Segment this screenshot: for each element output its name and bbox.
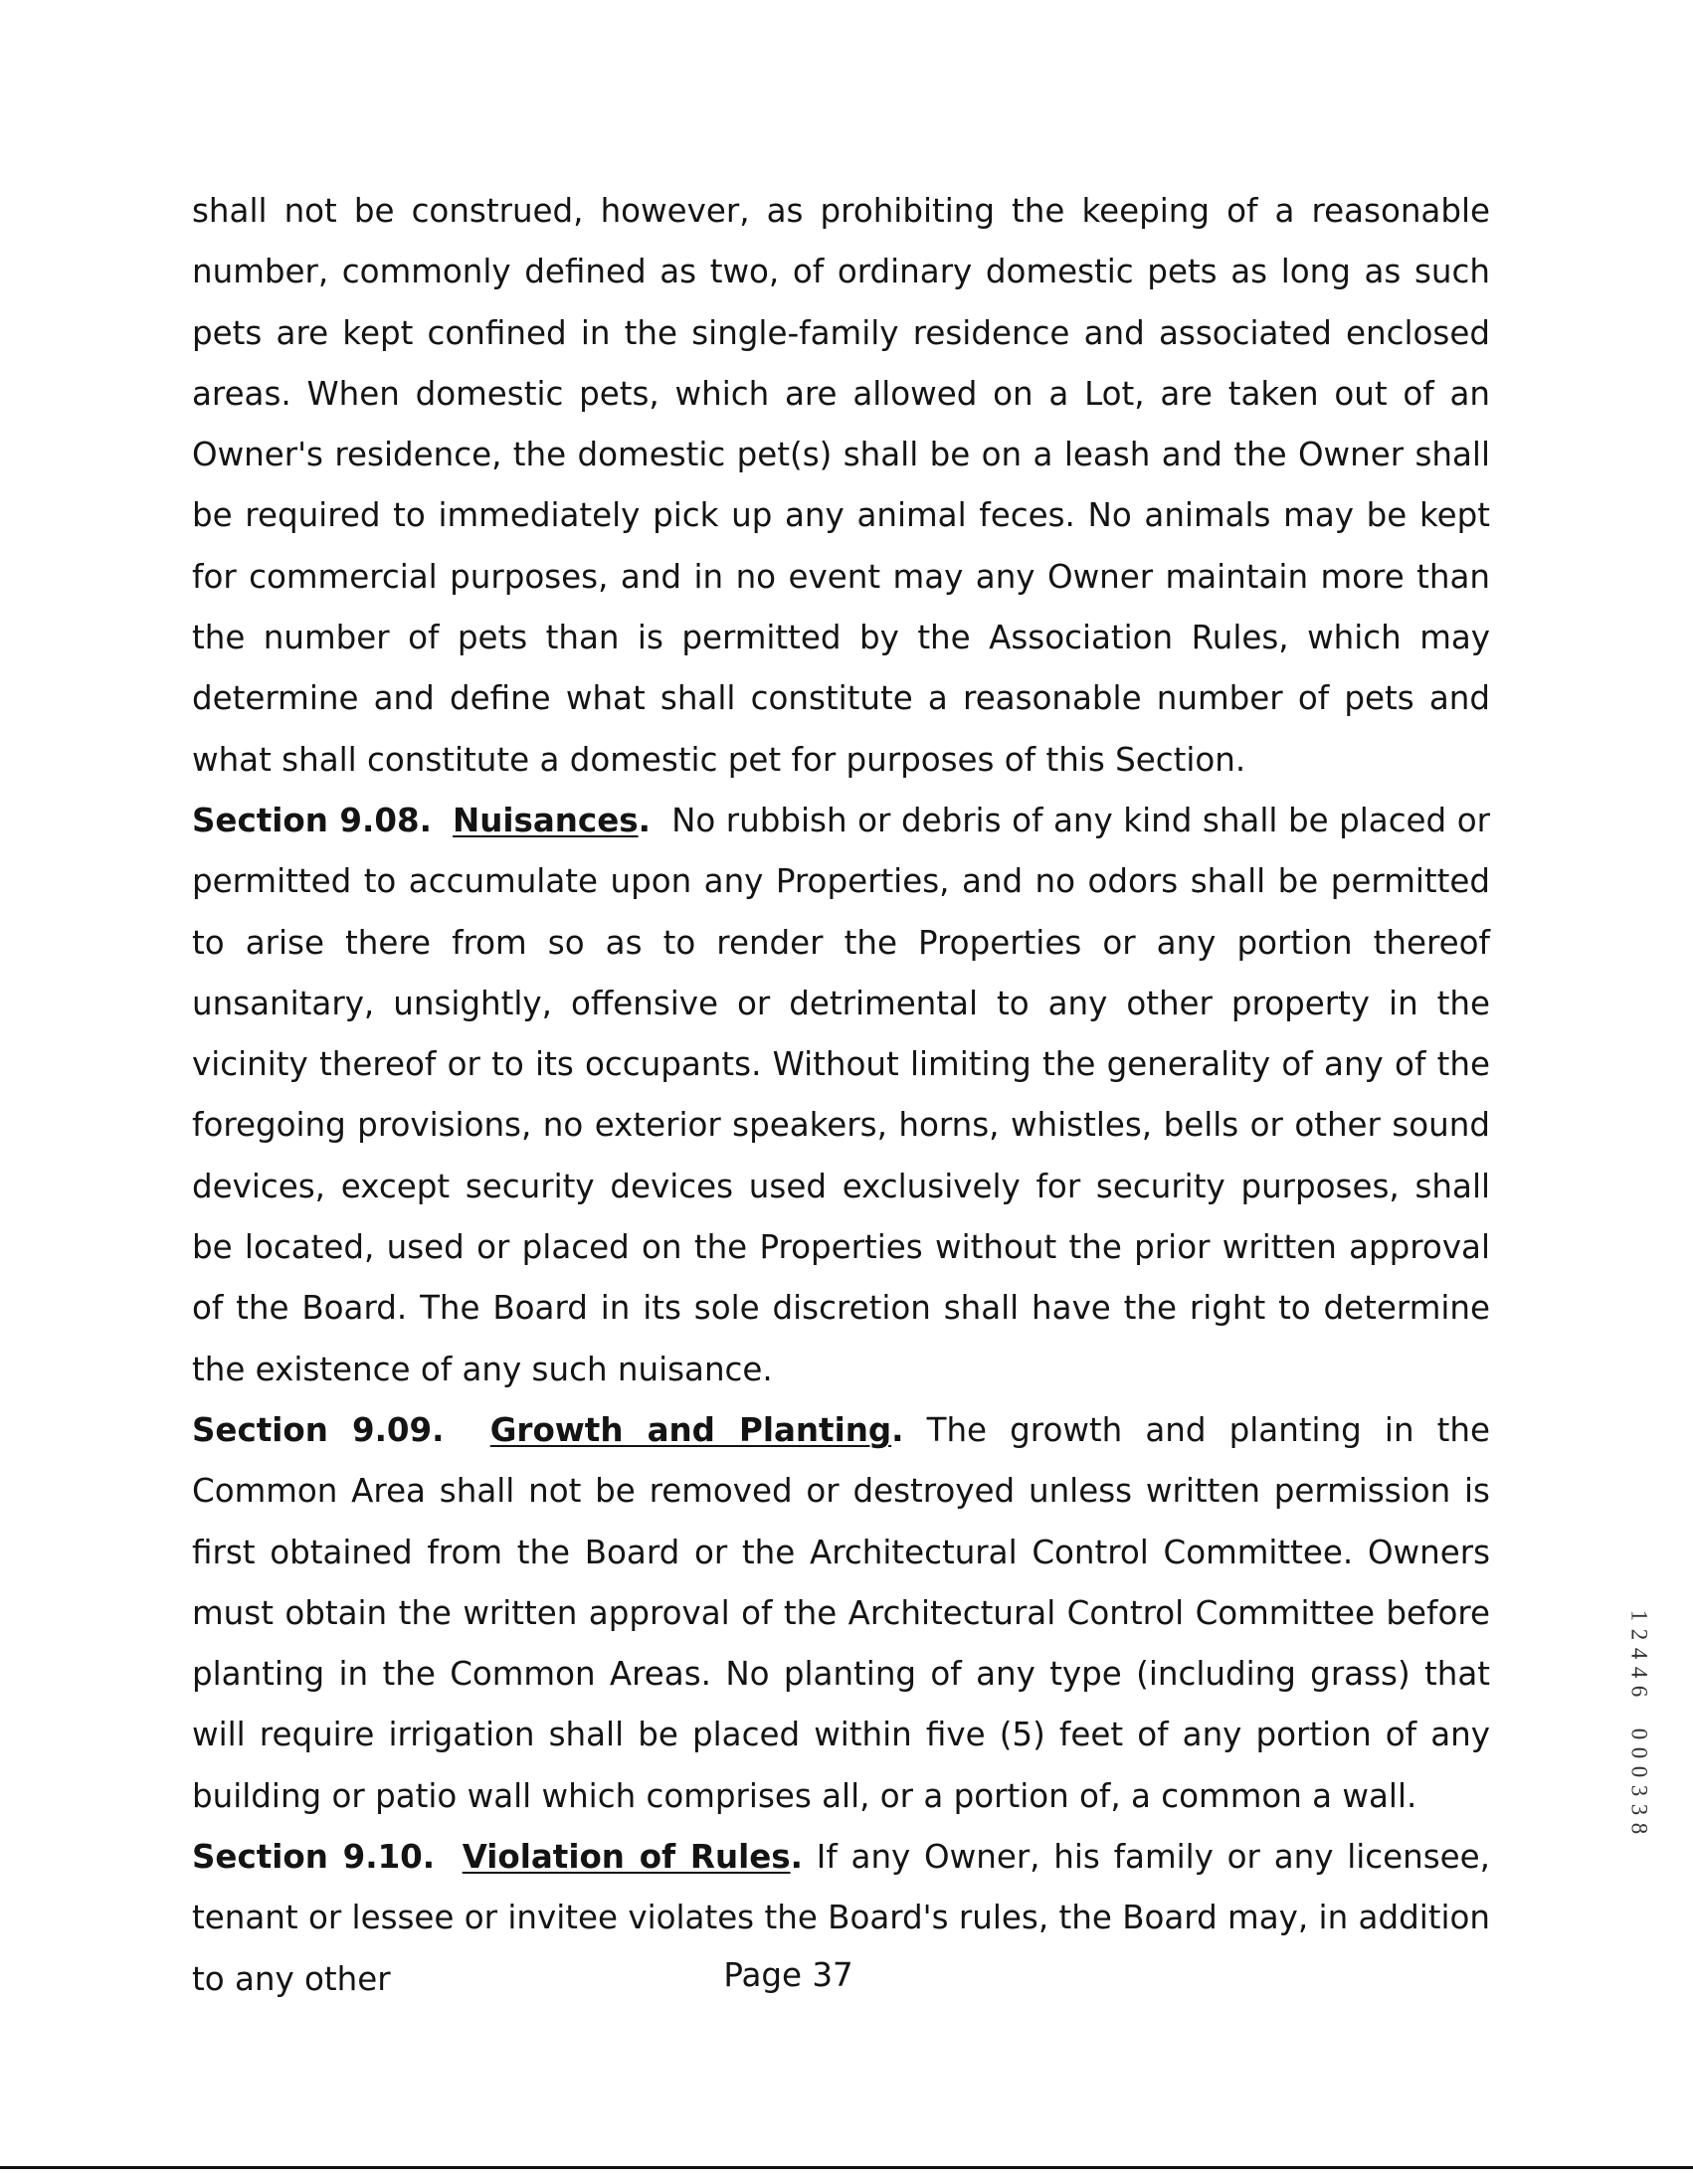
section-title-period: .	[790, 1838, 803, 1877]
stamp-digit: 4	[1626, 1666, 1652, 1679]
section-title: Nuisances	[453, 801, 639, 839]
page-bottom-border	[0, 2166, 1693, 2169]
document-body	[192, 181, 1490, 2010]
stamp-digit: 0	[1626, 1746, 1652, 1759]
section-title: Growth and Planting	[489, 1410, 892, 1449]
section-text: No rubbish or debris of any kind shall be placed or permitted to accumulate upon any Properties, and no odors shall be permitted to arise there from so as to render the Properties or any portion thereof unsanitary, unsightly, offensive or detrimental to any other property in the vicinity thereof or to its occupants. Without limiting the generality of any of the foregoing provisions, no exterior speakers, horns, whistles, bells or other sound devices, except security devices used exclusively for security purposes, shall be located, used or placed on the Properties without the prior written approval of the Board. The Board in its sole discretion shall have the right to determine the existence of any such nuisance.	[192, 801, 1490, 1388]
stamp-digit: 0	[1626, 1765, 1652, 1778]
document-stamp	[1627, 1606, 1651, 1838]
stamp-digit: 3	[1626, 1784, 1652, 1797]
stamp-digit: 2	[1626, 1628, 1652, 1641]
section-number: Section 9.08.	[192, 801, 432, 839]
section-number: Section 9.09.	[192, 1410, 445, 1449]
stamp-group-2	[1627, 1725, 1651, 1838]
page-number: Page 37	[723, 1956, 853, 1994]
stamp-digit: 4	[1626, 1647, 1652, 1660]
stamp-group-1	[1627, 1606, 1651, 1701]
section-text: If any Owner, his family or any licensee, tenant or lessee or invitee violates the Board's rules, the Board may, in addition to any other	[192, 1838, 1490, 1998]
stamp-digit: 1	[1626, 1609, 1652, 1622]
section-title-period: .	[638, 801, 651, 839]
stamp-spacer	[1627, 1701, 1651, 1725]
section-9-08	[192, 791, 1490, 1400]
section-title-period: .	[891, 1410, 904, 1449]
stamp-digit: 8	[1626, 1822, 1652, 1835]
stamp-digit: 3	[1626, 1803, 1652, 1816]
section-number: Section 9.10.	[192, 1838, 436, 1877]
stamp-digit: 6	[1626, 1685, 1652, 1698]
pets-paragraph: shall not be construed, however, as prohibiting the keeping of a reasonable number, commonly defined as two, of ordinary domestic pets as long as such pets are kept confined in the single-family residence and associated enclosed areas. When domestic pets, which are allowed on a Lot, are taken out of an Owner's residence, the domestic pet(s) shall be on a leash and the Owner shall be required to immediately pick up any animal feces. No animals may be kept for commercial purposes, and in no event may any Owner maintain more than the number of pets than is permitted by the Association Rules, which may determine and define what shall constitute a reasonable number of pets and what shall constitute a domestic pet for purposes of this Section.	[192, 192, 1490, 779]
section-9-09	[192, 1400, 1490, 1827]
stamp-digit: 0	[1626, 1728, 1652, 1740]
section-title: Violation of Rules	[462, 1838, 791, 1877]
section-text: The growth and planting in the Common Area shall not be removed or destroyed unless written permission is first obtained from the Board or the Architectural Control Committee. Owners must obtain the written approval of the Architectural Control Committee before planting in the Common Areas. No planting of any type (including grass) that will require irrigation shall be placed within five (5) feet of any portion of any building or patio wall which comprises all, or a portion of, a common a wall.	[192, 1410, 1491, 1815]
